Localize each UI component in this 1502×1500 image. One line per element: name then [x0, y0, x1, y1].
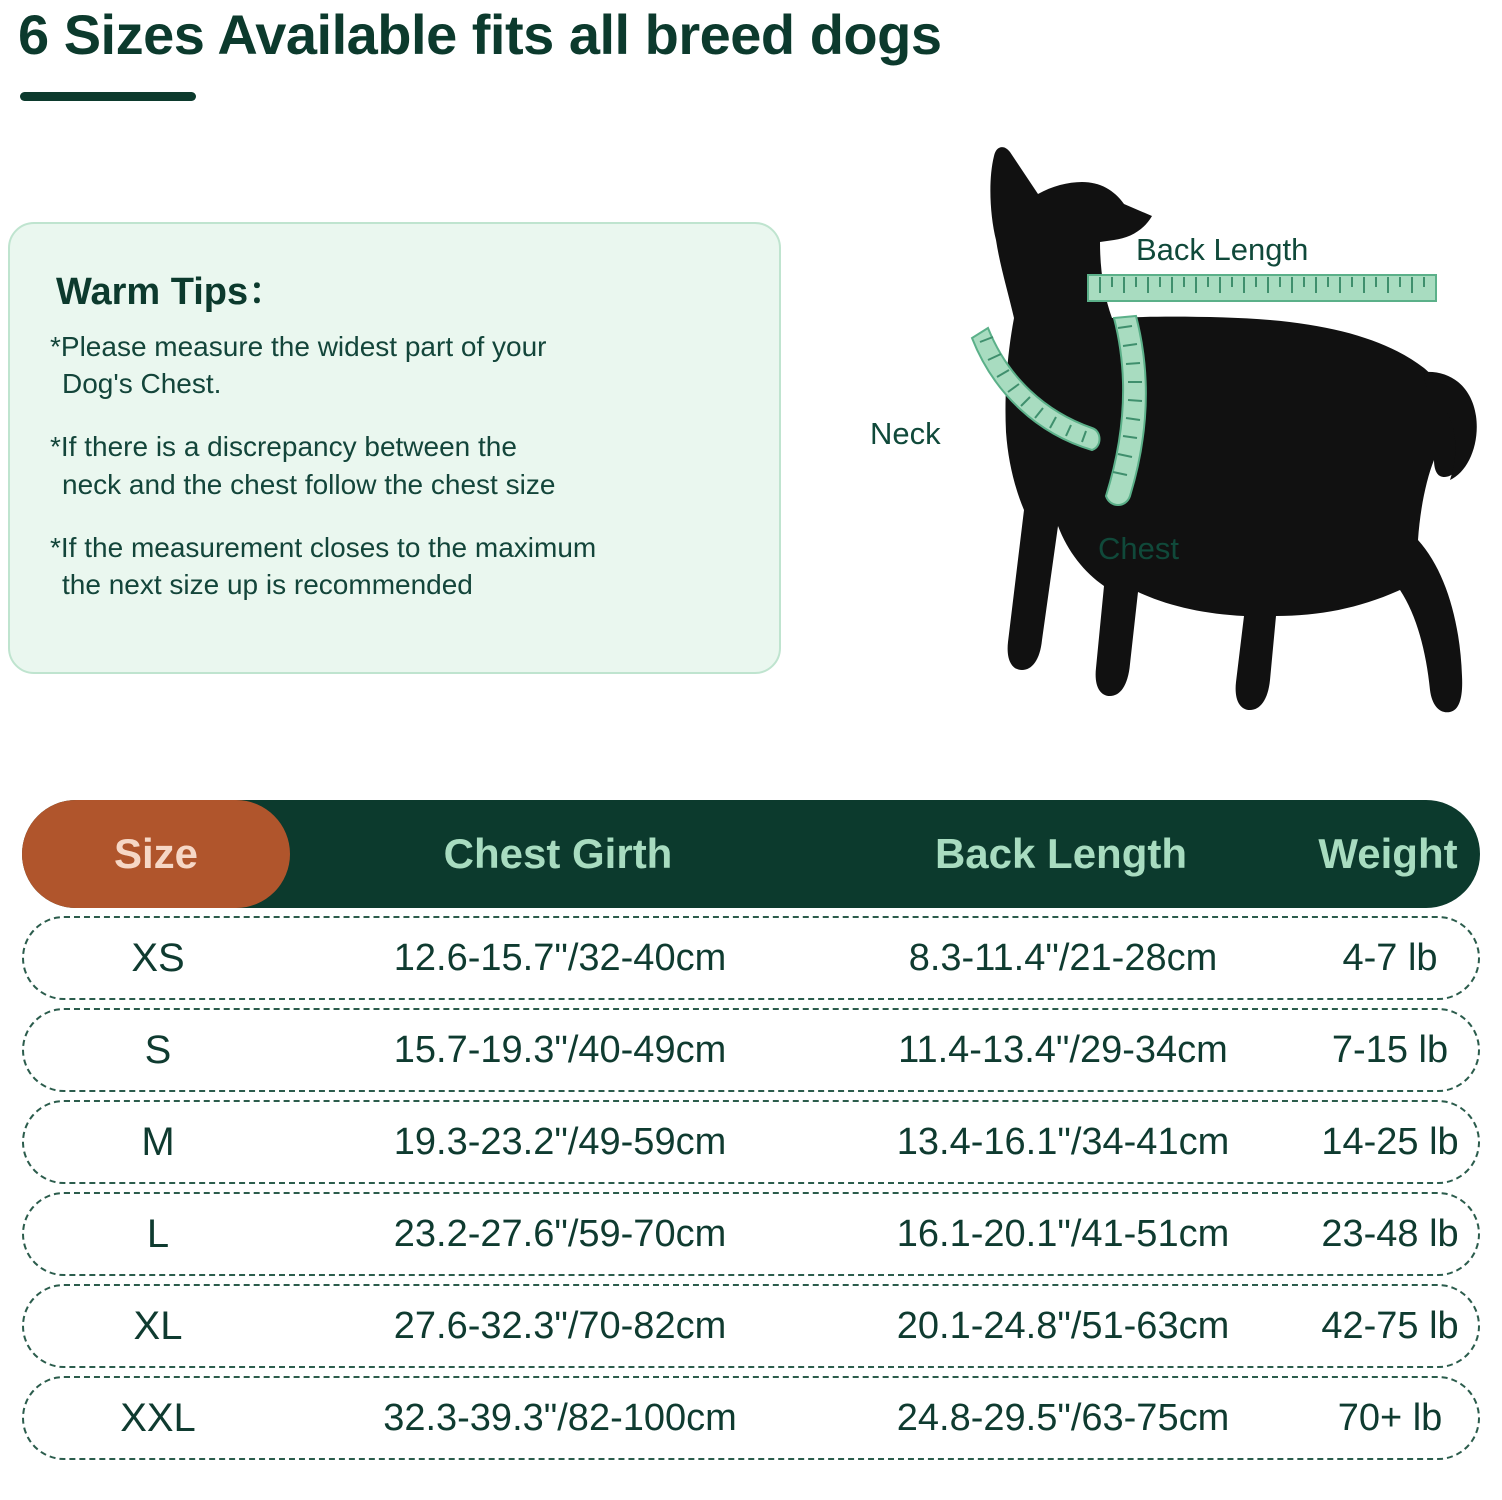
- cell-weight: 70+ lb: [1337, 1397, 1443, 1439]
- back-length-ruler-icon: [1088, 275, 1436, 301]
- cell-weight: 42-75 lb: [1321, 1305, 1459, 1347]
- cell-weight: 14-25 lb: [1321, 1121, 1459, 1163]
- cell-size: M: [141, 1120, 175, 1164]
- cell-back: 11.4-13.4"/29-34cm: [898, 1029, 1228, 1071]
- table-row: [22, 916, 1480, 1000]
- cell-chest: 27.6-32.3"/70-82cm: [393, 1305, 727, 1347]
- cell-size: S: [144, 1028, 172, 1072]
- cell-size: XS: [131, 936, 185, 980]
- cell-chest: 23.2-27.6"/59-70cm: [393, 1213, 727, 1255]
- column-header-weight: Weight: [1318, 830, 1458, 877]
- cell-chest: 19.3-23.2"/49-59cm: [393, 1121, 727, 1163]
- column-header-size: Size: [113, 830, 199, 877]
- cell-back: 16.1-20.1"/41-51cm: [896, 1213, 1230, 1255]
- cell-size: XXL: [120, 1396, 196, 1440]
- column-header-chest-girth: Chest Girth: [443, 830, 673, 877]
- cell-back: 13.4-16.1"/34-41cm: [896, 1121, 1230, 1163]
- table-row: [22, 1192, 1480, 1276]
- table-row: [22, 1008, 1480, 1092]
- cell-size: XL: [133, 1304, 183, 1348]
- tip-line: neck and the chest follow the chest size: [62, 468, 556, 500]
- back-length-label: Back Length: [1136, 232, 1309, 267]
- tip-line: the next size up is recommended: [62, 569, 473, 601]
- tip-item: [50, 529, 766, 603]
- cell-back: 24.8-29.5"/63-75cm: [896, 1397, 1230, 1439]
- cell-size: L: [146, 1212, 170, 1256]
- warm-tips-list: [50, 328, 766, 629]
- cell-chest: 15.7-19.3"/40-49cm: [393, 1029, 727, 1071]
- title-underline: [20, 92, 196, 101]
- dog-measurement-diagram: [800, 120, 1500, 740]
- cell-weight: 4-7 lb: [1342, 937, 1438, 979]
- column-header-back-length: Back Length: [934, 830, 1188, 877]
- tip-item: [50, 428, 766, 502]
- tip-line: *Please measure the widest part of your: [50, 331, 547, 362]
- cell-back: 8.3-11.4"/21-28cm: [908, 937, 1218, 979]
- cell-weight: 23-48 lb: [1321, 1213, 1459, 1255]
- cell-weight: 7-15 lb: [1331, 1029, 1449, 1071]
- tip-item: [50, 328, 766, 402]
- size-chart-table: [22, 800, 1480, 1460]
- chest-label: Chest: [1098, 531, 1179, 566]
- cell-back: 20.1-24.8"/51-63cm: [896, 1305, 1230, 1347]
- page-title: 6 Sizes Available fits all breed dogs: [18, 3, 942, 66]
- tip-line: Dog's Chest.: [62, 368, 222, 400]
- warm-tips-heading: Warm Tips：: [56, 271, 287, 313]
- table-row: [22, 1284, 1480, 1368]
- table-row: [22, 1376, 1480, 1460]
- warm-tips-panel: [8, 222, 781, 674]
- table-row: [22, 1100, 1480, 1184]
- cell-chest: 32.3-39.3"/82-100cm: [383, 1397, 737, 1439]
- table-header-row: [22, 800, 1480, 908]
- cell-chest: 12.6-15.7"/32-40cm: [393, 937, 727, 979]
- tip-line: *If the measurement closes to the maximum: [50, 531, 597, 563]
- tip-line: *If there is a discrepancy between the: [50, 431, 517, 463]
- neck-label: Neck: [870, 416, 941, 451]
